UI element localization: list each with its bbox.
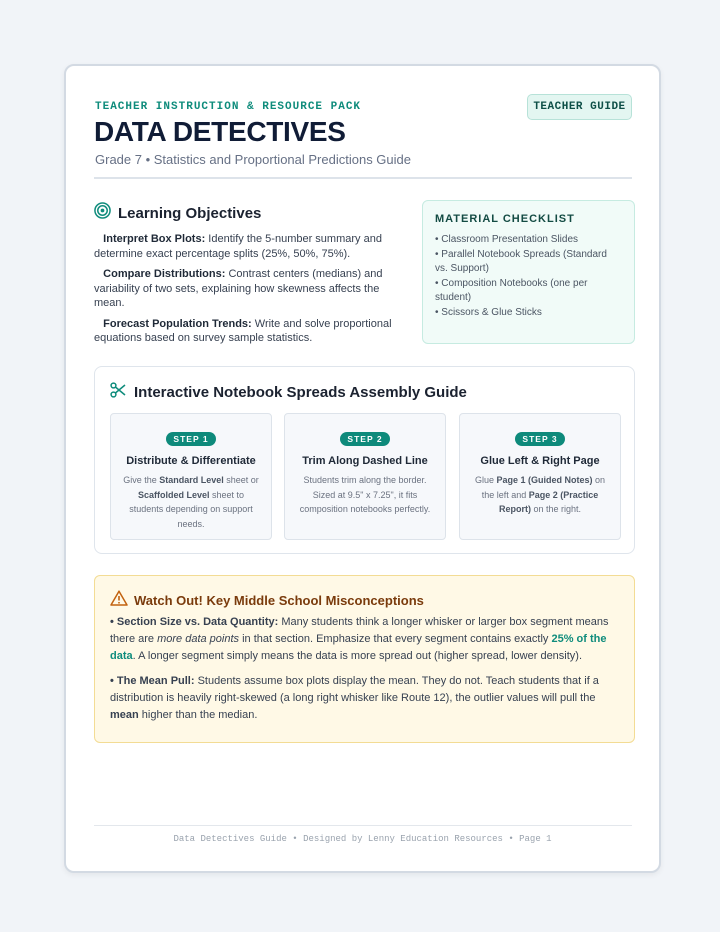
objective-text: Write and solve proportional equations based on survey sample statistics.	[94, 317, 392, 344]
objectives-list	[94, 232, 394, 352]
warning-heading: Watch Out! Key Middle School Misconceptions	[134, 593, 424, 608]
objective-item	[94, 232, 394, 261]
guide-page	[64, 64, 661, 873]
kicker-label: TEACHER INSTRUCTION & RESOURCE PACK	[95, 101, 362, 113]
step-pill: STEP 1	[166, 432, 215, 446]
assembly-heading: Interactive Notebook Spreads Assembly Guide	[134, 384, 467, 401]
step-description: Give the Standard Level sheet or Scaffolded Level sheet to students depending on support needs.	[123, 475, 259, 529]
step-pill: STEP 2	[340, 432, 389, 446]
target-icon	[94, 202, 111, 224]
checklist-item: • Composition Notebooks (one per student)	[435, 277, 588, 303]
step-description: Glue Page 1 (Guided Notes) on the left and Page 2 (Practice Report) on the right.	[474, 475, 606, 514]
step-title: Distribute & Differentiate	[126, 455, 256, 467]
teacher-guide-badge: TEACHER GUIDE	[527, 94, 632, 120]
step-card	[284, 413, 446, 540]
warning-triangle-icon	[110, 590, 128, 611]
objective-title: Forecast Population Trends:	[103, 317, 252, 330]
footer-divider	[94, 825, 632, 826]
objective-text: Identify the 5-number summary and determine exact percentage splits (25%, 50%, 75%).	[94, 233, 382, 260]
material-checklist	[422, 200, 635, 344]
step-title: Glue Left & Right Page	[480, 455, 600, 467]
assembly-header	[110, 382, 467, 403]
page-footer: Data Detectives Guide • Designed by Lenny Education Resources • Page 1	[173, 834, 552, 844]
checklist-heading: MATERIAL CHECKLIST	[435, 213, 575, 225]
misconception-item: • The Mean Pull: Students assume box plots display the mean. They do not. Teach students that if a distribution is heavily right-skewed (a long right whisker like Route 12), the outlier values will pull the mean higher than the median.	[110, 675, 599, 721]
objective-title: Interpret Box Plots:	[103, 233, 206, 245]
scissors-icon	[110, 382, 126, 403]
checklist-item: • Scissors & Glue Sticks	[435, 306, 542, 318]
objective-title: Compare Distributions:	[103, 268, 226, 280]
step-pill: STEP 3	[515, 432, 564, 446]
page-subtitle: Grade 7 • Statistics and Proportional Predictions Guide	[95, 152, 411, 167]
objective-text: Contrast centers (medians) and variability of two sets, explaining how skewness affects the mean.	[94, 268, 383, 309]
assembly-guide	[94, 366, 635, 554]
misconceptions-callout	[94, 575, 635, 743]
objective-item	[94, 317, 394, 346]
step-card	[459, 413, 621, 540]
page-title: DATA DETECTIVES	[94, 116, 346, 147]
warning-body	[110, 614, 622, 732]
misconception-item: • Section Size vs. Data Quantity: Many students think a longer whisker or larger box segment means there are more data points in that section. Emphasize that every segment contains exactly 25% of the data. A longer segment simply means the data is more spread out (higher spread, lower density).	[110, 616, 609, 662]
warning-header	[110, 590, 424, 611]
header-divider	[94, 177, 632, 179]
step-card	[110, 413, 272, 540]
objectives-heading: Learning Objectives	[118, 204, 262, 222]
checklist-item: • Classroom Presentation Slides	[435, 234, 579, 245]
checklist-item: • Parallel Notebook Spreads (Standard vs. Support)	[435, 248, 607, 274]
step-description: Students trim along the border. Sized at 9.5" x 7.25", it fits composition notebooks perfectly.	[299, 475, 431, 514]
step-title: Trim Along Dashed Line	[302, 455, 428, 467]
objective-item	[94, 267, 394, 311]
objectives-header	[94, 202, 261, 224]
